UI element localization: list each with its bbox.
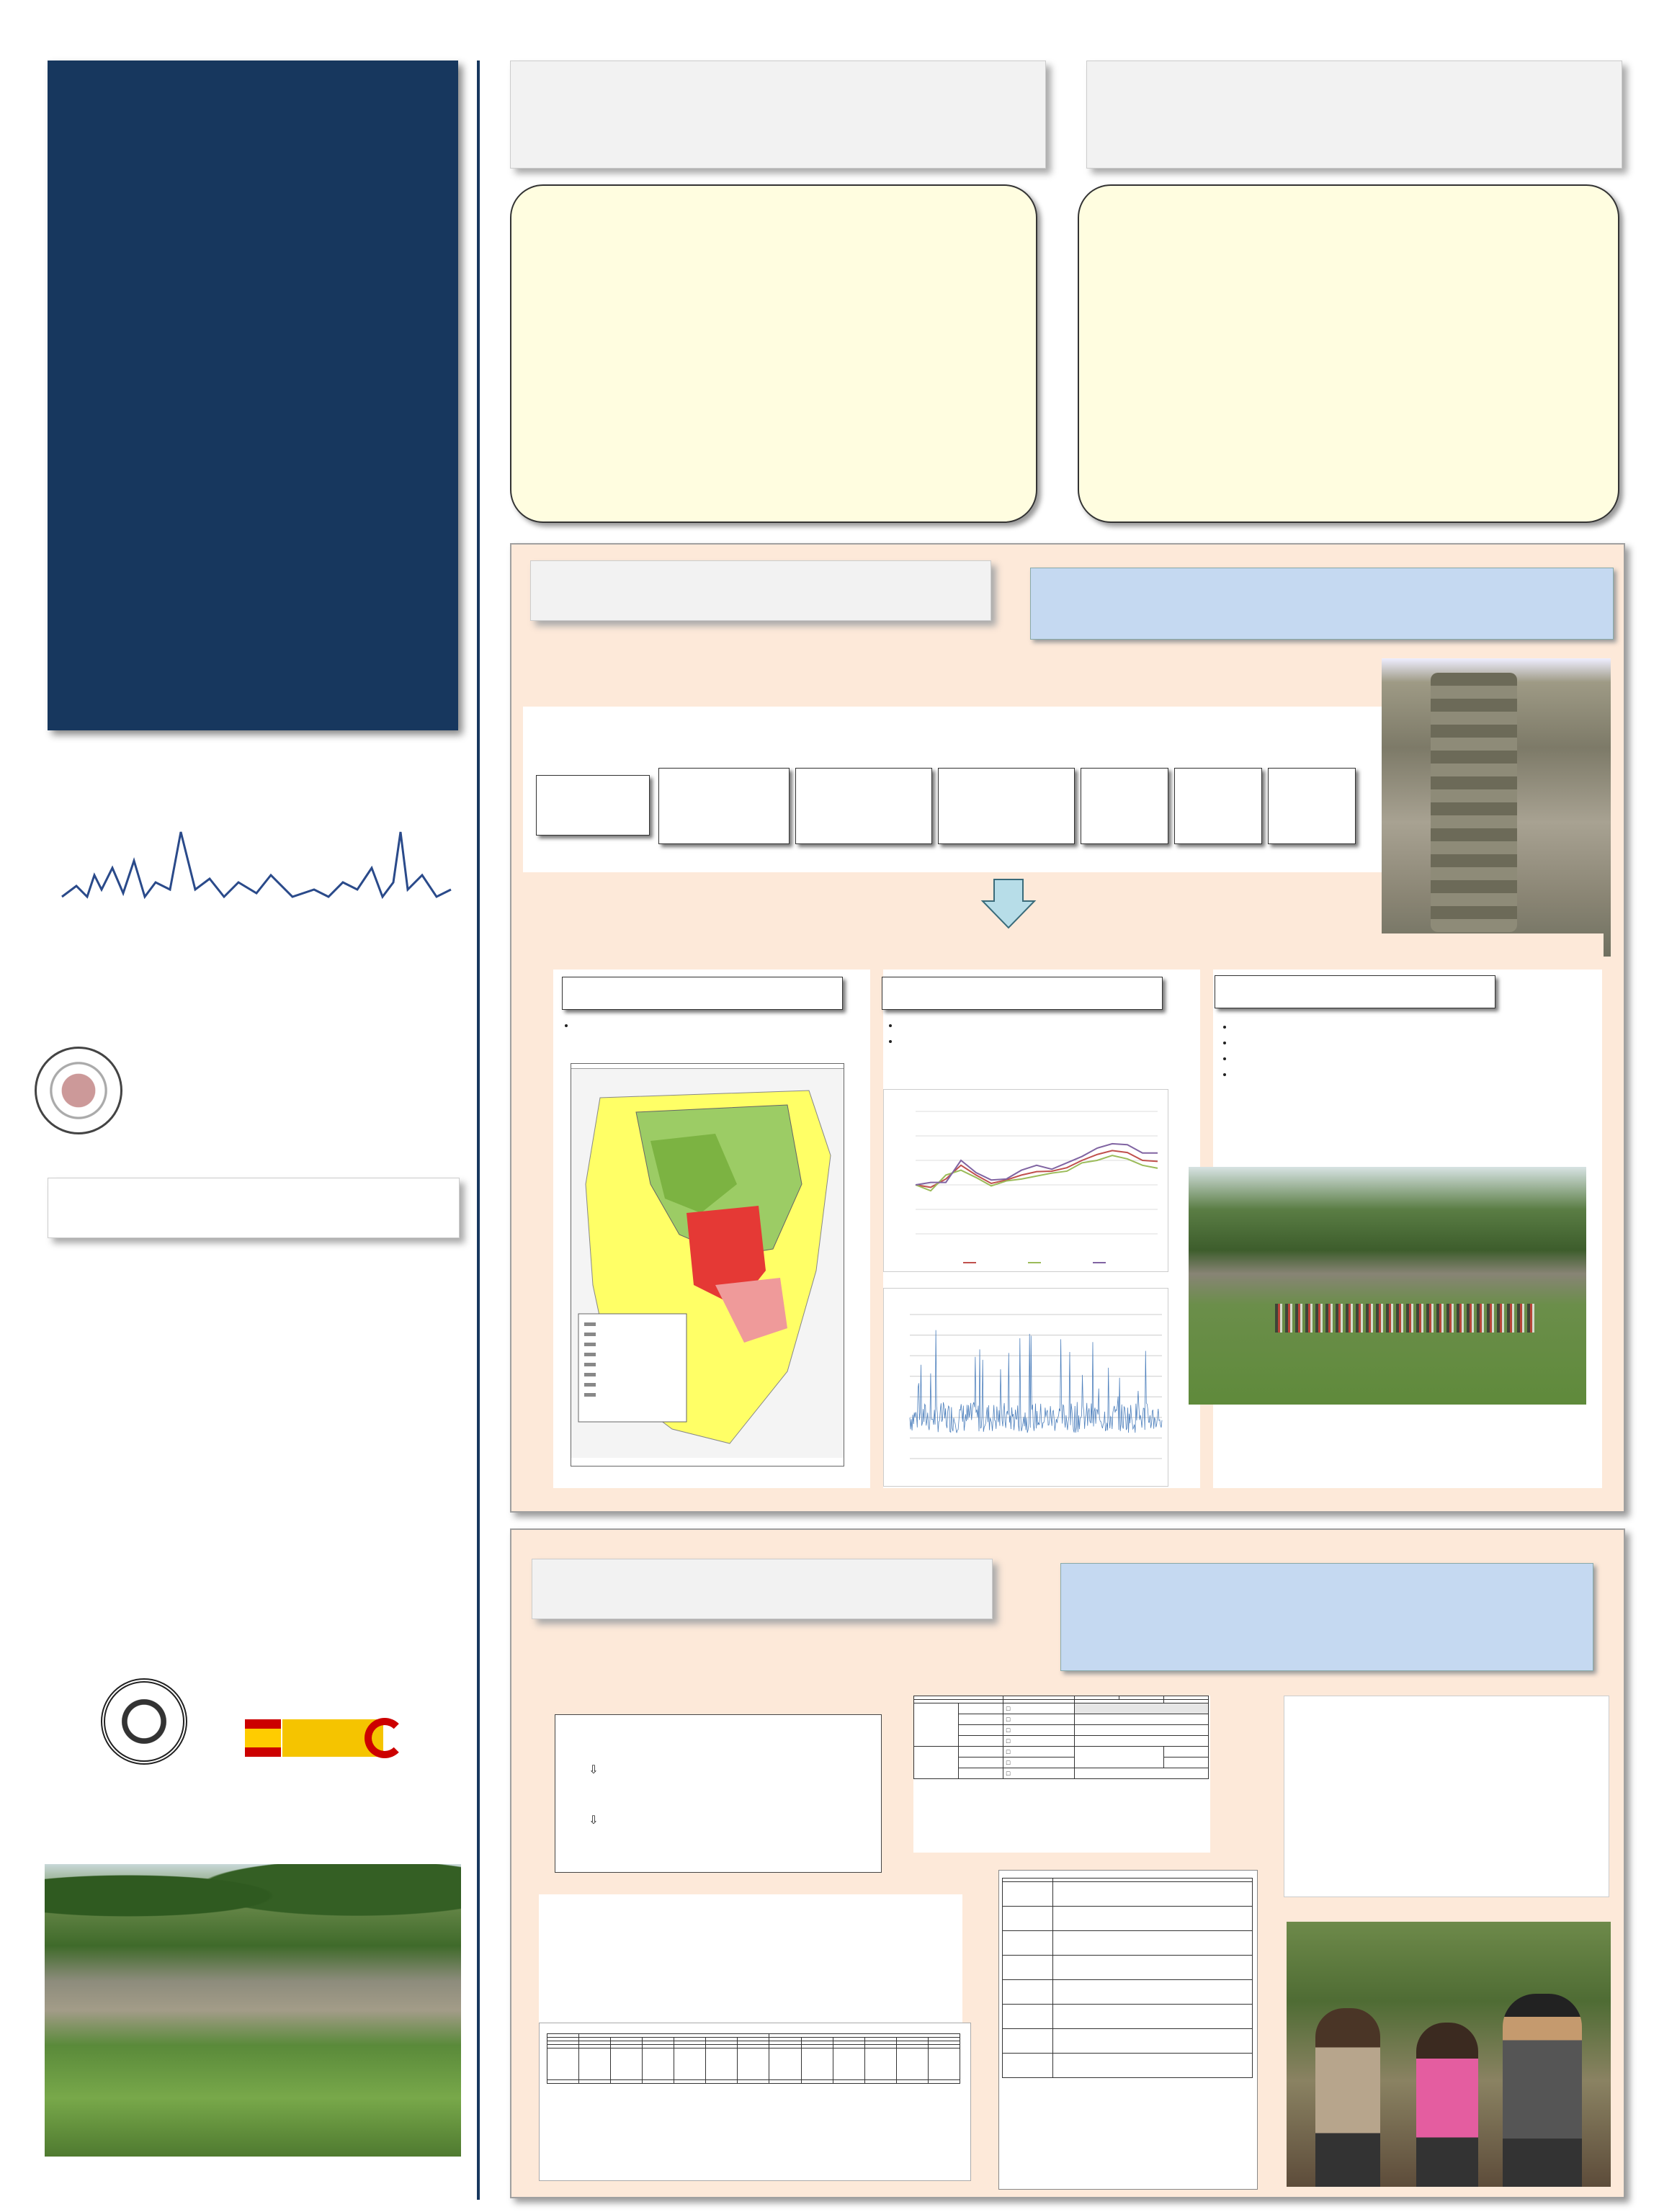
seq-left-1 <box>564 1781 623 1817</box>
diag-bullets-3 <box>1220 1021 1516 1085</box>
ihah-logo <box>50 1678 238 1794</box>
seq-mid-1 <box>663 1768 764 1813</box>
realizados-heading <box>530 560 991 621</box>
diag-bullets-2 <box>886 1020 1189 1052</box>
ihah-seal-icon <box>101 1678 187 1765</box>
plaza-crowd <box>1275 1304 1534 1333</box>
person-3 <box>1503 1994 1582 2187</box>
seq-down-icon-1: ⇩ <box>589 1764 599 1776</box>
seq-down-icon-2: ⇩ <box>589 1814 599 1827</box>
aecid-logo <box>238 1718 461 1797</box>
interv-text-box <box>1078 184 1619 523</box>
veh-row-label <box>547 2080 579 2084</box>
recuento-form <box>998 1870 1258 2190</box>
seq-right-2 <box>774 1788 875 1832</box>
form-agente <box>1075 1703 1209 1714</box>
rec-row-label <box>1003 2029 1053 2054</box>
veh-table <box>547 2033 960 2084</box>
form-si <box>1164 1747 1209 1757</box>
diag-bullets-1 <box>562 1020 843 1036</box>
seq-diagram <box>555 1714 882 1873</box>
rec-row-label <box>1003 2054 1053 2078</box>
chart1-series-line <box>916 1144 1158 1185</box>
rec-row-label <box>1003 1980 1053 2005</box>
visits-evolution-chart <box>883 1089 1168 1272</box>
bullet-3-2 <box>1233 1053 1516 1064</box>
skyline-icon <box>55 789 458 918</box>
independent-visitors-chart <box>1284 1696 1609 1897</box>
bloque-box <box>938 768 1075 844</box>
rec-row-value <box>1053 1882 1253 1907</box>
area-text-box <box>510 184 1037 523</box>
rec-row-value <box>1053 2005 1253 2029</box>
area-heading <box>510 61 1046 169</box>
bloque-box <box>1174 768 1262 844</box>
realizados-note <box>1030 568 1614 640</box>
bloque-box <box>536 775 650 836</box>
elaboracion-panel <box>510 1528 1625 2198</box>
map-drawing <box>571 1069 844 1458</box>
realizados-panel <box>510 543 1625 1513</box>
stone-stela-photo <box>1382 658 1611 957</box>
form-resp <box>914 1747 959 1779</box>
diag-box-1 <box>562 977 843 1010</box>
bullet-3-1 <box>1233 1037 1516 1048</box>
form-opt <box>958 1736 1003 1747</box>
seq-left-0 <box>564 1731 623 1767</box>
form-ropt <box>958 1768 1003 1779</box>
seq-right-0 <box>774 1724 875 1752</box>
rec-row-label <box>1003 1907 1053 1931</box>
entre-text <box>539 1894 962 1903</box>
person-1 <box>1315 2008 1380 2187</box>
form-opt <box>958 1703 1003 1714</box>
rec-row-label <box>1003 1882 1053 1907</box>
diag-box-3 <box>1215 975 1495 1008</box>
seq-title <box>539 1664 898 1673</box>
map-title <box>571 1064 844 1069</box>
person-2 <box>1416 2023 1478 2187</box>
chart2-svg <box>884 1289 1168 1486</box>
bullet-3-3 <box>1233 1069 1516 1080</box>
staff-photo <box>1287 1922 1611 2187</box>
bloque-box <box>658 768 790 844</box>
elaboracion-heading <box>532 1559 993 1619</box>
elaboracion-note <box>1060 1563 1593 1671</box>
form-tipo <box>914 1703 959 1747</box>
chart3-svg <box>1284 1696 1609 1897</box>
daily-visits-chart <box>883 1288 1168 1487</box>
rec-row-label <box>1003 2005 1053 2029</box>
presentacion-text <box>53 1255 447 1266</box>
ucm-seal-icon <box>35 1047 122 1134</box>
site-map <box>571 1063 844 1467</box>
interv-heading <box>1086 61 1622 169</box>
plaza-photo <box>1189 1167 1586 1405</box>
form-opt <box>958 1714 1003 1725</box>
bullet-1-0 <box>575 1020 843 1031</box>
recuento-table <box>1002 1878 1253 2078</box>
bullet-2-1 <box>899 1036 1189 1047</box>
form-pern <box>1075 1747 1164 1768</box>
diag-box-2 <box>882 977 1163 1010</box>
ballcourt-photo <box>45 1864 461 2157</box>
seq-mid-col <box>663 1724 764 1813</box>
bloque-box <box>1081 768 1168 844</box>
form-no <box>1164 1757 1209 1768</box>
rec-row-value <box>1053 1956 1253 1980</box>
bullet-3-0 <box>1233 1021 1516 1032</box>
bloque-box <box>795 768 932 844</box>
rec-row-label <box>1003 1931 1053 1956</box>
rec-row-value <box>1053 2029 1253 2054</box>
form-ropt <box>958 1757 1003 1768</box>
bloque-box <box>1268 768 1356 844</box>
seq-left-col <box>564 1731 623 1832</box>
form-ropt <box>958 1747 1003 1757</box>
geoturis-logo <box>55 753 458 918</box>
registro-form <box>913 1696 1210 1853</box>
registro-table: □ □ □ □ □ □ □ <box>913 1696 1209 1779</box>
ballcourt-trees <box>45 1864 461 1943</box>
down-arrow-icon <box>980 876 1037 933</box>
entre-list <box>539 1903 962 1915</box>
aecid-circle-icon <box>365 1718 405 1758</box>
spain-shield-icon <box>245 1719 281 1757</box>
seq-right-1 <box>774 1752 875 1788</box>
poster-title <box>48 61 458 108</box>
bullet-2-0 <box>899 1020 1189 1031</box>
vehicle-count-form <box>539 2023 971 2181</box>
rec-row-value <box>1053 1907 1253 1931</box>
stela-shape <box>1431 673 1517 932</box>
chart1-series-line <box>916 1150 1158 1187</box>
form-opt <box>958 1725 1003 1736</box>
seq-right-col <box>774 1724 875 1832</box>
rec-row-value <box>1053 1931 1253 1956</box>
title-panel <box>48 61 458 730</box>
column-divider <box>477 61 480 2200</box>
rec-row-value <box>1053 2054 1253 2078</box>
chart1-svg <box>884 1090 1168 1271</box>
rec-row-value <box>1053 1980 1253 2005</box>
rec-row-label <box>1003 1956 1053 1980</box>
seq-mid-0 <box>663 1724 764 1768</box>
presentacion-heading <box>48 1178 460 1238</box>
